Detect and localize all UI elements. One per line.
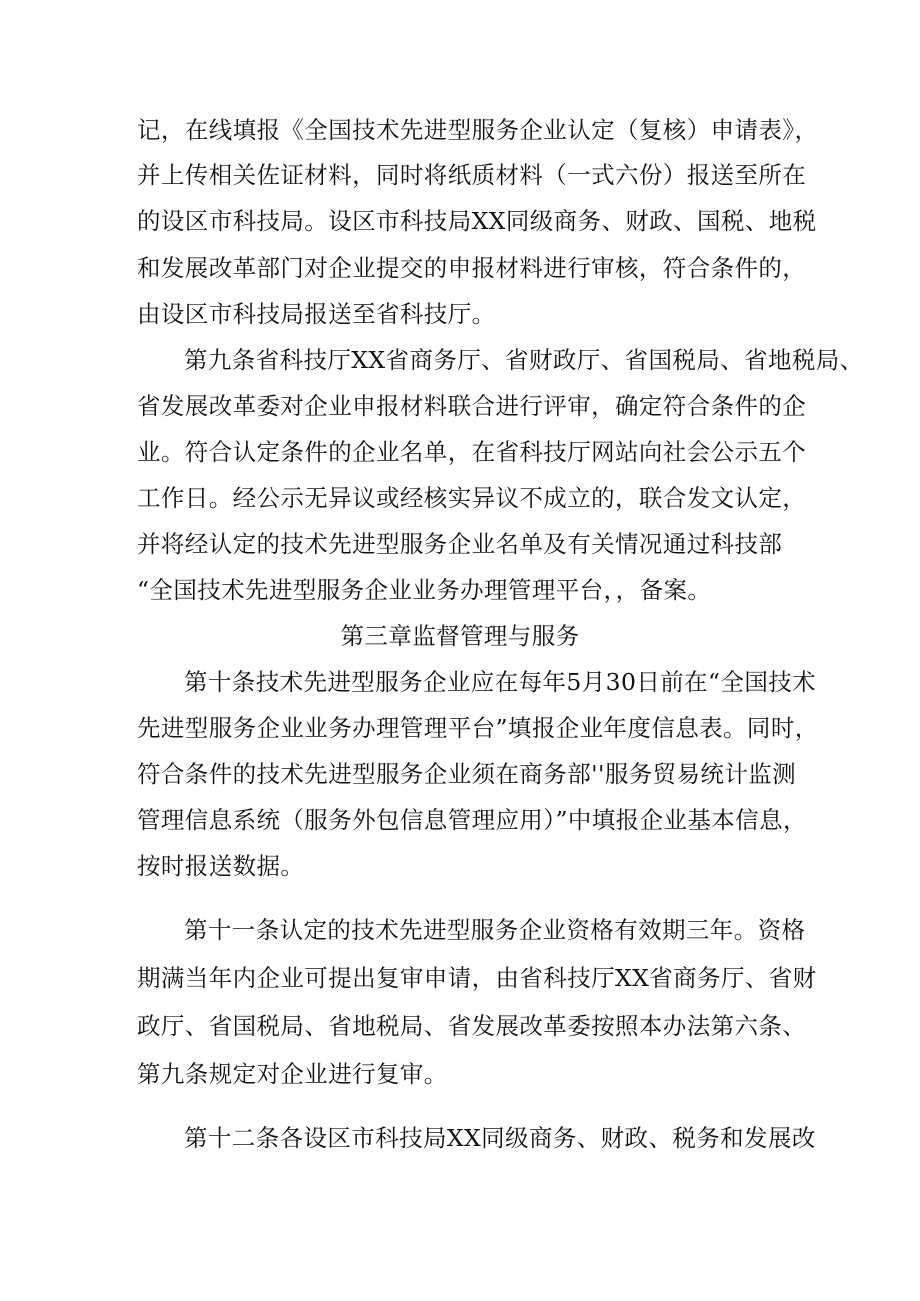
text-line: 业。符合认定条件的企业名单，在省科技厅网站向社会公示五个	[137, 438, 807, 466]
text-line: 的设区市科技局。设区市科技局XX同级商务、财政、国税、地税	[137, 207, 817, 235]
text-line: 第九条规定对企业进行复审。	[137, 1060, 448, 1088]
text-line: 管理信息系统（服务外包信息管理应用）”中填报企业基本信息，	[137, 806, 807, 834]
paragraph-first-line: 第十条技术先进型服务企业应在每年5月30日前在“全国技术	[184, 668, 817, 696]
text-line: 工作日。经公示无异议或经核实异议不成立的，联合发文认定，	[137, 484, 807, 512]
text-line: 按时报送数据。	[137, 852, 305, 880]
paragraph-first-line: 第十二条各设区市科技局XX同级商务、财政、税务和发展改	[184, 1124, 816, 1152]
text-line: 符合条件的技术先进型服务企业须在商务部''服务贸易统计监测	[137, 760, 797, 788]
text-line: 并上传相关佐证材料，同时将纸质材料（一式六份）报送至所在	[137, 161, 807, 189]
text-line: 省发展改革委对企业申报材料联合进行评审，确定符合条件的企	[137, 392, 807, 420]
paragraph-first-line: 第十一条认定的技术先进型服务企业资格有效期三年。资格	[184, 916, 806, 944]
text-line: “全国技术先进型服务企业业务办理管理平台，，备案。	[137, 576, 712, 604]
paragraph-first-line: 第九条省科技厅XX省商务厅、省财政厅、省国税局、省地税局、	[184, 346, 864, 374]
text-line: 期满当年内企业可提出复审申请，由省科技厅XX省商务厅、省财	[137, 964, 817, 992]
text-line: 先进型服务企业业务办理管理平台”填报企业年度信息表。同时，	[137, 714, 819, 742]
text-line: 并将经认定的技术先进型服务企业名单及有关情况通过科技部	[137, 530, 783, 558]
text-line: 记，在线填报《全国技术先进型服务企业认定（复核）申请表》，	[137, 116, 819, 144]
text-line: 政厅、省国税局、省地税局、省发展改革委按照本办法第六条、	[137, 1012, 807, 1040]
chapter-heading: 第三章监督管理与服务	[340, 622, 580, 650]
text-line: 由设区市科技局报送至省科技厅。	[137, 300, 496, 328]
text-line: 和发展改革部门对企业提交的申报材料进行审核，符合条件的，	[137, 254, 807, 282]
